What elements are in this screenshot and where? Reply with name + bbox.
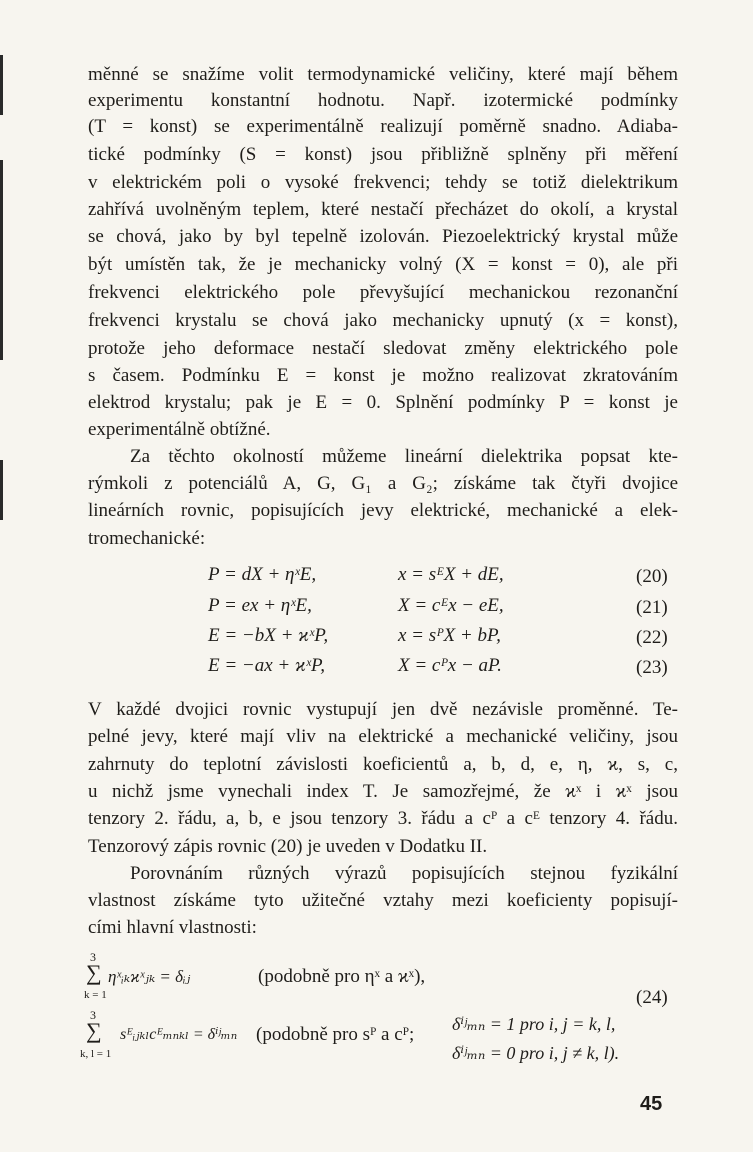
equation-right: x = sᴾX + bP, xyxy=(398,625,501,646)
text-line: zahrnuty do teplotní závislosti koeficientů a, b, d, e, η, ϰ, s, c, xyxy=(88,754,678,775)
text-line: být umístěn tak, že je mechanicky volný (X = konst = 0), ale při xyxy=(88,254,678,275)
relation-expression: sᴱᵢⱼₖₗcᴱₘₙₖₗ = δⁱʲₘₙ xyxy=(120,1026,238,1043)
text-line: se chová, jako by byl tepelně izolován. Piezoelektrický krystal může xyxy=(88,226,678,247)
text-line: zahřívá uvolněným teplem, které nestačí přecházet do okolí, a krystal xyxy=(88,199,678,220)
relation-expression: ηˣᵢₖϰˣⱼₖ = δᵢⱼ xyxy=(108,967,191,986)
kronecker-condition: δⁱʲₘₙ = 0 pro i, j ≠ k, l). xyxy=(452,1043,620,1063)
text-line: Porovnáním různých výrazů popisujících stejnou fyzikální xyxy=(130,863,678,884)
sum-upper-limit: 3 xyxy=(90,950,96,964)
equation-right: X = cᴱx − eE, xyxy=(398,595,504,616)
text-line: pelné jevy, které mají vliv na elektrické a mechanické veličiny, jsou xyxy=(88,726,678,747)
equation-right: X = cᴾx − aP. xyxy=(398,655,502,676)
text-line: cími hlavní vlastnosti: xyxy=(88,917,257,938)
text-line: s časem. Podmínku E = konst je možno realizovat zkratováním xyxy=(88,365,678,386)
text-line: rýmkoli z potenciálů A, G, G₁ a G₂; získáme tak čtyři dvojice xyxy=(88,473,678,494)
sum-sign: ∑ xyxy=(86,960,102,985)
sum-upper-limit: 3 xyxy=(90,1008,96,1022)
text-line: V každé dvojici rovnic vystupují jen dvě nezávisle proměnné. Te- xyxy=(88,699,678,720)
text-line: tenzory 2. řádu, a, b, e jsou tenzory 3. řádu a cᴾ a cᴱ tenzory 4. řádu. xyxy=(88,808,678,829)
sum-sign: ∑ xyxy=(86,1018,102,1043)
scan-edge-mark xyxy=(0,160,3,360)
text-line: frekvenci krystalu se chová jako mechanicky upnutý (x = konst), xyxy=(88,310,678,331)
equation-number: (21) xyxy=(636,597,668,618)
relation-note: (podobně pro ηˣ a ϰˣ), xyxy=(258,966,426,987)
text-line: experimentálně obtížné. xyxy=(88,419,271,440)
equation-number: (22) xyxy=(636,627,668,648)
scan-edge-mark xyxy=(0,55,3,115)
sum-lower-limit: k, l = 1 xyxy=(80,1048,112,1060)
equation-left: E = −bX + ϰˣP, xyxy=(208,625,329,646)
page-number: 45 xyxy=(640,1093,663,1115)
text-line: experimentu konstantní hodnotu. Např. izotermické podmínky xyxy=(88,90,678,111)
text-line: měnné se snažíme volit termodynamické veličiny, které mají během xyxy=(88,64,678,85)
text-line: v elektrickém poli o vysoké frekvenci; tehdy se totiž dielektrikum xyxy=(88,172,678,193)
kronecker-condition: δⁱʲₘₙ = 1 pro i, j = k, l, xyxy=(452,1014,616,1034)
sum-lower-limit: k = 1 xyxy=(84,989,107,1001)
equation-left: P = ex + ηˣE, xyxy=(208,595,312,616)
equation-left: P = dX + ηˣE, xyxy=(208,564,317,585)
text-line: tické podmínky (S = konst) jsou přibližně splněny při měření xyxy=(88,144,678,165)
equation-left: E = −ax + ϰˣP, xyxy=(208,655,325,676)
scan-edge-mark xyxy=(0,460,3,520)
text-line: vlastnost získáme tyto užitečné vztahy mezi koeficienty popisují- xyxy=(88,890,678,911)
text-line: Tenzorový zápis rovnic (20) je uveden v Dodatku II. xyxy=(88,836,488,857)
relation-note: (podobně pro sᴾ a cᴾ; xyxy=(256,1024,415,1045)
text-line: Za těchto okolností můžeme lineární dielektrika popsat kte- xyxy=(130,446,678,467)
text-line: (T = konst) se experimentálně realizují poměrně snadno. Adiaba- xyxy=(88,116,678,137)
equation-right: x = sᴱX + dE, xyxy=(398,564,504,585)
text-line: u nichž jsme vynechali index T. Je samozřejmé, že ϰˣ i ϰˣ jsou xyxy=(88,781,678,802)
equation-number: (23) xyxy=(636,657,668,678)
text-line: frekvenci elektrického pole převyšující mechanickou rezonanční xyxy=(88,282,678,303)
text-line: tromechanické: xyxy=(88,528,206,549)
equation-number: (20) xyxy=(636,566,668,587)
text-line: lineárních rovnic, popisujících jevy elektrické, mechanické a elek- xyxy=(88,500,678,521)
equation-number: (24) xyxy=(636,987,668,1008)
text-line: elektrod krystalu; pak je E = 0. Splnění podmínky P = konst je xyxy=(88,392,678,413)
text-line: protože jeho deformace nestačí sledovat změny elektrického pole xyxy=(88,338,678,359)
